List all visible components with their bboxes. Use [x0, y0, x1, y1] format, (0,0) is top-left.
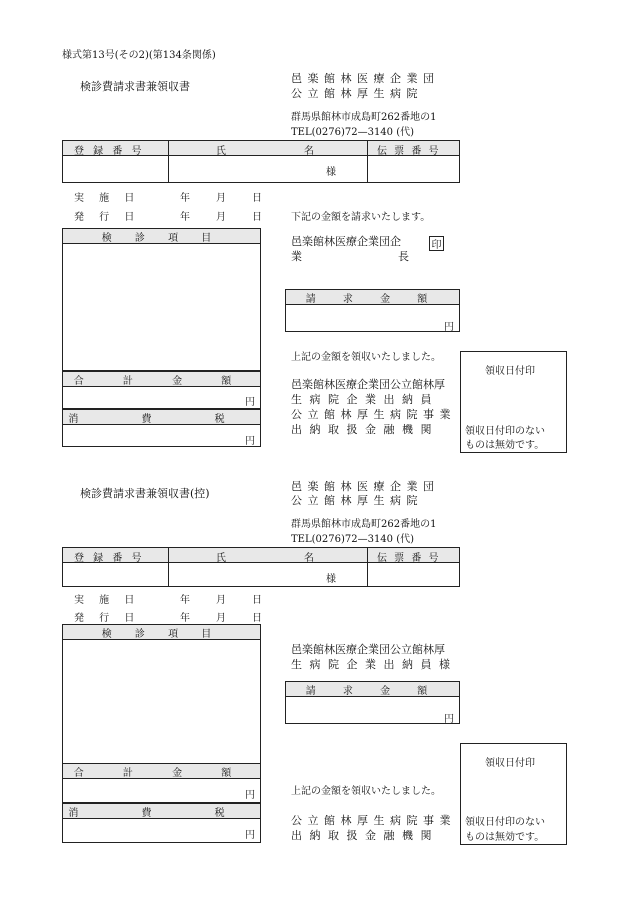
honorific: 様: [326, 167, 336, 178]
copy-col-name-2: 名: [304, 553, 314, 564]
copy-issuer-line1: 邑 楽 館 林 医 療 企 業 団: [291, 480, 435, 493]
tax-header: 消 費 税: [62, 409, 261, 425]
issue-month: 月: [216, 212, 226, 223]
receiver-line3: 公 立 館 林 厚 生 病 院 事 業: [291, 408, 452, 421]
amount-yen: 円: [444, 322, 454, 333]
issuer-line2: 公 立 館 林 厚 生 病 院: [291, 87, 419, 100]
issuer-address: 群馬県館林市成島町262番地の1: [291, 112, 437, 123]
issuer-line1: 邑 楽 館 林 医 療 企 業 団: [291, 72, 435, 85]
issue-year: 年: [180, 212, 190, 223]
requester-line3: 長: [398, 250, 409, 263]
copy-amount-yen: 円: [444, 714, 454, 725]
form-title: 検診費請求書兼領収書: [80, 80, 190, 93]
copy-issue-date-label: 発 行 日: [74, 613, 141, 624]
exec-day: 日: [252, 193, 262, 204]
amount-header: 請 求 金 額: [285, 289, 460, 305]
exec-date-label: 実 施 日: [74, 193, 141, 204]
exec-month: 月: [216, 193, 226, 204]
total-yen: 円: [245, 397, 255, 408]
copy-receiver-line1: 公 立 館 林 厚 生 病 院 事 業: [291, 814, 452, 827]
seal-mark: 印: [429, 236, 444, 251]
copy-receiver-line2: 出 納 取 扱 金 融 機 関: [291, 829, 434, 842]
copy-stamp-note-2: ものは無効です。: [465, 832, 545, 843]
copy-issuer-tel: TEL(0276)72—3140 (代): [291, 534, 415, 545]
col-name-2: 名: [304, 146, 314, 157]
receiver-line4: 出 納 取 扱 金 融 機 関: [291, 423, 434, 436]
request-text: 下記の金額を請求いたします。: [291, 212, 431, 223]
issue-date-label: 発 行 日: [74, 212, 141, 223]
issue-day: 日: [252, 212, 262, 223]
received-text: 上記の金額を領収いたしました。: [291, 352, 441, 363]
copy-issue-day: 日: [252, 613, 262, 624]
copy-items-header: 検 診 項 目: [62, 624, 261, 640]
copy-total-header: 合 計 金 額: [62, 763, 261, 779]
copy-payee-line2: 生 病 院 企 業 出 納 員 様: [291, 658, 452, 671]
copy-exec-year: 年: [180, 595, 190, 606]
exec-year: 年: [180, 193, 190, 204]
copy-col-name-1: 氏: [216, 553, 226, 564]
copy-received-text: 上記の金額を領収いたしました。: [291, 786, 441, 797]
copy-exec-day: 日: [252, 595, 262, 606]
copy-issuer-line2: 公 立 館 林 厚 生 病 院: [291, 494, 419, 507]
receiver-line1: 邑楽館林医療企業団公立館林厚: [291, 378, 445, 391]
form-label: 様式第13号(その2)(第134条関係): [62, 50, 216, 61]
copy-issuer-address: 群馬県館林市成島町262番地の1: [291, 519, 437, 530]
copy-stamp-title: 領収日付印: [485, 758, 535, 769]
stamp-note-2: ものは無効です。: [465, 440, 545, 451]
copy-col-registration: 登 録 番 号: [74, 553, 145, 564]
copy-honorific: 様: [326, 574, 336, 585]
col-registration: 登 録 番 号: [74, 146, 145, 157]
stamp-title: 領収日付印: [485, 366, 535, 377]
issuer-tel: TEL(0276)72—3140 (代): [291, 127, 415, 138]
requester-line1: 邑楽館林医療企業団企: [291, 235, 401, 248]
copy-exec-month: 月: [216, 595, 226, 606]
total-header: 合 計 金 額: [62, 371, 261, 387]
copy-tax-header: 消 費 税: [62, 803, 261, 819]
tax-yen: 円: [245, 436, 255, 447]
col-slip: 伝 票 番 号: [377, 146, 441, 157]
items-header: 検 診 項 目: [62, 228, 261, 244]
copy-form-title: 検診費請求書兼領収書(控): [80, 487, 210, 500]
receipt-stamp-box: [460, 351, 567, 453]
copy-amount-header: 請 求 金 額: [285, 681, 460, 697]
requester-line2: 業: [291, 250, 302, 263]
col-name-1: 氏: [216, 146, 226, 157]
copy-stamp-note-1: 領収日付印のない: [465, 817, 545, 828]
copy-tax-yen: 円: [245, 830, 255, 841]
stamp-note-1: 領収日付印のない: [465, 426, 545, 437]
copy-exec-date-label: 実 施 日: [74, 595, 141, 606]
copy-payee-line1: 邑楽館林医療企業団公立館林厚: [291, 643, 445, 656]
copy-receipt-stamp-box: [460, 743, 567, 845]
copy-issue-year: 年: [180, 613, 190, 624]
receiver-line2: 生 病 院 企 業 出 納 員: [291, 393, 434, 406]
copy-total-yen: 円: [245, 790, 255, 801]
copy-col-slip: 伝 票 番 号: [377, 553, 441, 564]
copy-issue-month: 月: [216, 613, 226, 624]
